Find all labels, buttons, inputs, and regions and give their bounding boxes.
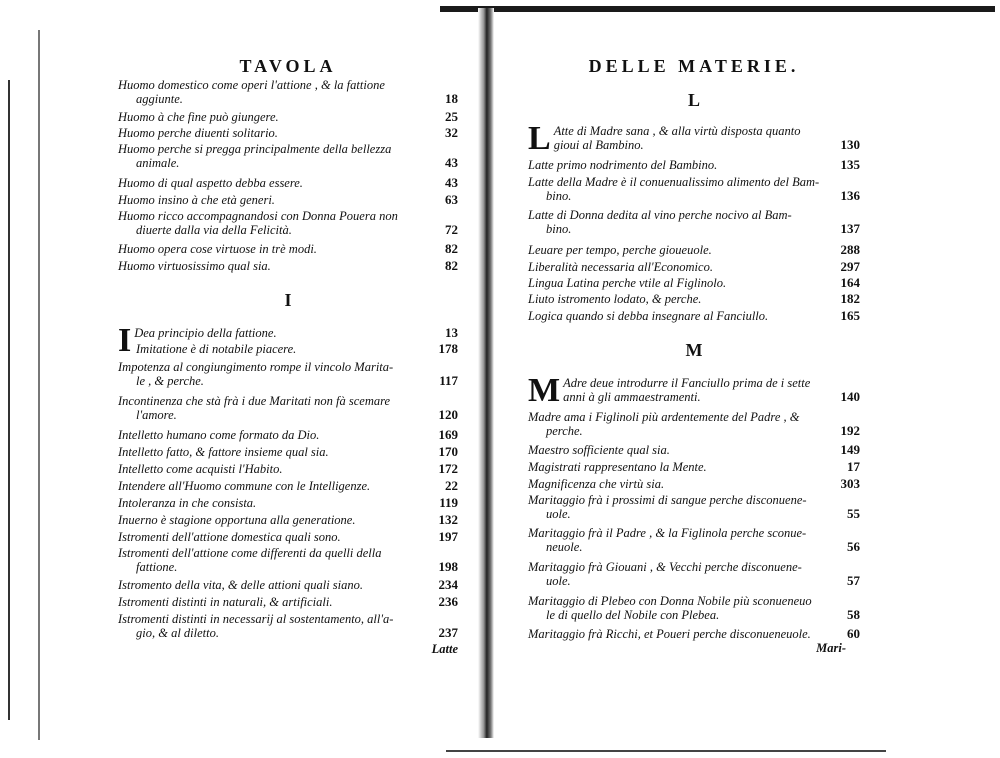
entry-continuation: anni à gli ammaestramenti. [563,390,701,404]
entry-text: Intelletto humano come formato da Dio. [118,428,320,442]
entry-continuation: animale. [136,156,180,170]
entry-page-number: 117 [439,373,458,388]
index-entry [118,342,458,356]
entry-continuation: le , & perche. [136,374,204,388]
index-entry [528,309,860,323]
index-entry [118,546,458,574]
entry-page-number: 56 [847,539,860,554]
index-entry [118,176,458,190]
entry-text: Liuto istromento lodato, & perche. [528,292,702,306]
entry-text: Latte di Donna dedita al vino perche nocivo al Bam- [528,208,792,222]
index-entry [118,126,458,140]
entry-text: Incontinenza che stà frà i due Maritati non fà scemare [118,394,391,408]
entry-text: Huomo perche diuenti solitario. [118,126,278,140]
section-letter-m: M [685,340,703,360]
entry-text: Maritaggio frà Giouani , & Vecchi perche disconuene- [528,560,802,574]
index-entry [118,595,458,609]
entry-text: Maritaggio frà Ricchi, et Poueri perche disconueneuole. [528,627,811,641]
entry-page-number: 197 [438,529,458,544]
index-entry [528,175,860,203]
index-entry [118,428,458,442]
entry-page-number: 130 [840,137,860,152]
entry-text: Magistrati rappresentano la Mente. [528,460,707,474]
entry-continuation: bino. [546,222,572,236]
index-entry [528,120,860,157]
index-entry [528,260,860,274]
index-entry [528,276,860,290]
entry-text: Liberalità necessaria all'Economico. [528,260,713,274]
section-letter-l: L [687,90,700,110]
index-entry [118,394,458,422]
index-entry [528,158,860,172]
entry-text: Lingua Latina perche vtile al Figlinolo. [528,276,727,290]
running-head-left: TAVOLA [239,56,337,76]
entry-page-number: 137 [840,221,860,236]
index-entry [528,443,860,457]
catchword-right: Mari- [816,641,846,655]
entry-page-number: 297 [840,259,860,274]
index-entry [118,110,458,124]
entry-text: Istromento della vita, & delle attioni quali siano. [118,578,364,592]
entry-page-number: 43 [445,155,458,170]
index-entry [118,78,458,106]
entry-page-number: 72 [445,222,458,237]
entry-text: Intelletto come acquisti l'Habito. [118,462,283,476]
entry-text: Magnificenza che virtù sia. [528,477,665,491]
running-head-right: DELLE MATERIE. [588,56,800,76]
entry-text: Intelletto fatto, & fattore insieme qual sia. [118,445,329,459]
entry-page-number: 18 [445,91,458,106]
entry-page-number: 32 [445,125,458,140]
index-entry [118,360,458,388]
entry-page-number: 237 [438,625,458,640]
entry-continuation: diuerte dalla via della Felicità. [136,223,292,237]
entry-page-number: 60 [847,626,860,641]
entry-continuation: l'amore. [136,408,177,422]
entry-page-number: 25 [445,109,458,124]
entry-text: Maritaggio frà il Padre , & la Figlinola perche sconue- [528,526,807,540]
entry-page-number: 172 [438,461,458,476]
entry-page-number: 17 [847,459,860,474]
entry-text: Istromenti dell'attione domestica quali sono. [118,530,341,544]
index-entry [528,460,860,474]
entry-continuation: neuole. [546,540,583,554]
entry-text: Huomo insino à che età generi. [118,193,275,207]
entry-continuation: uole. [546,574,571,588]
entry-text: Maestro sofficiente qual sia. [528,443,670,457]
index-entry [118,462,458,476]
entry-text: Imitatione è di notabile piacere. [136,342,297,356]
index-entry [528,560,860,588]
entry-page-number: 140 [840,389,860,404]
entry-text: Adre deue introdurre il Fanciullo prima de i sette [563,376,811,390]
entry-text: Impotenza al congiungimento rompe il vincolo Marita- [118,360,394,374]
index-entry [118,445,458,459]
entry-page-number: 120 [438,407,458,422]
drop-cap: I [118,322,132,359]
index-entry [528,410,860,438]
entry-text: Istromenti distinti in necessarij al sostentamento, all'a- [118,612,394,626]
entry-continuation: fattione. [136,560,178,574]
entry-page-number: 58 [847,607,860,622]
index-entry [528,493,860,521]
entry-page-number: 182 [840,291,860,306]
entry-page-number: 63 [445,192,458,207]
index-entry [118,142,458,170]
entry-page-number: 119 [439,495,458,510]
entry-page-number: 236 [438,594,458,609]
entry-page-number: 43 [445,175,458,190]
entry-text: Istromenti distinti in naturali, & artificiali. [118,595,333,609]
entry-page-number: 165 [840,308,860,323]
entry-text: Logica quando si debba insegnare al Fanciullo. [528,309,769,323]
index-entry [118,259,458,273]
index-entry [528,243,860,257]
entry-page-number: 82 [445,241,458,256]
entry-page-number: 13 [445,325,458,340]
index-entry [528,594,860,622]
index-entry [528,208,860,236]
entry-page-number: 169 [438,427,458,442]
entry-text: Intendere all'Huomo commune con le Intelligenze. [118,479,371,493]
page-top-edge [440,6,995,12]
page-left-edge [8,80,10,720]
entry-page-number: 22 [445,478,458,493]
index-entry [118,578,458,592]
entry-text: Maritaggio frà i prossimi di sangue perche disconuene- [528,493,807,507]
entry-page-number: 136 [840,188,860,203]
entry-page-number: 164 [840,275,860,290]
entry-page-number: 198 [438,559,458,574]
entry-text: Huomo perche si pregga principalmente della bellezza [118,142,392,156]
entry-text: Leuare per tempo, perche gioueuole. [528,243,712,257]
page-bottom-edge [446,750,886,752]
section-letter-i: I [284,290,292,310]
entry-continuation: aggiunte. [136,92,183,106]
entry-page-number: 192 [840,423,860,438]
entry-text: Intoleranza in che consista. [118,496,257,510]
index-entry [118,612,458,640]
entry-text: Huomo ricco accompagnandosi con Donna Pouera non [118,209,398,223]
entry-text: Atte di Madre sana , & alla virtù disposta quanto [553,124,801,138]
entry-text: Huomo à che fine può giungere. [118,110,279,124]
entry-page-number: 288 [840,242,860,257]
index-entry [118,193,458,207]
entry-text: Huomo di qual aspetto debba essere. [118,176,303,190]
entry-continuation: gio, & al diletto. [136,626,219,640]
entry-text: Huomo domestico come operi l'attione , & la fattione [118,78,385,92]
entry-text: Dea principio della fattione. [134,326,277,340]
entry-page-number: 303 [840,476,860,491]
gutter-shadow [478,8,494,738]
entry-page-number: 132 [438,512,458,527]
index-entry [118,513,458,527]
entry-page-number: 170 [438,444,458,459]
page-left-edge-inner [38,30,40,740]
entry-text: Latte primo nodrimento del Bambino. [528,158,718,172]
entry-page-number: 178 [438,341,458,356]
entry-page-number: 135 [840,157,860,172]
entry-page-number: 57 [847,573,860,588]
index-entry [528,526,860,554]
drop-cap: M [528,372,561,409]
index-entry [528,477,860,491]
index-entry [118,242,458,256]
index-entry [118,496,458,510]
index-entry [118,479,458,493]
entry-text: Maritaggio di Plebeo con Donna Nobile più sconueneuo [528,594,812,608]
entry-continuation: perche. [546,424,583,438]
entry-page-number: 234 [438,577,458,592]
entry-continuation: uole. [546,507,571,521]
entry-continuation: gioui al Bambino. [553,138,644,152]
index-entry [528,292,860,306]
entry-continuation: le di quello del Nobile con Plebea. [546,608,720,622]
entry-text: Madre ama i Figlinoli più ardentemente del Padre , & [528,410,800,424]
index-entry [118,209,458,237]
index-entry [528,372,860,409]
catchword-left: Latte [431,642,458,656]
entry-text: Huomo virtuosissimo qual sia. [118,259,271,273]
index-entry [118,530,458,544]
entry-text: Huomo opera cose virtuose in trè modi. [118,242,317,256]
entry-text: Inuerno è stagione opportuna alla generatione. [118,513,356,527]
drop-cap: L [528,120,551,157]
entry-page-number: 149 [840,442,860,457]
entry-text: Istromenti dell'attione come differenti da quelli della [118,546,382,560]
entry-page-number: 82 [445,258,458,273]
entry-page-number: 55 [847,506,860,521]
entry-text: Latte della Madre è il conuenualissimo alimento del Bam- [528,175,820,189]
index-entry [528,627,860,641]
entry-continuation: bino. [546,189,572,203]
